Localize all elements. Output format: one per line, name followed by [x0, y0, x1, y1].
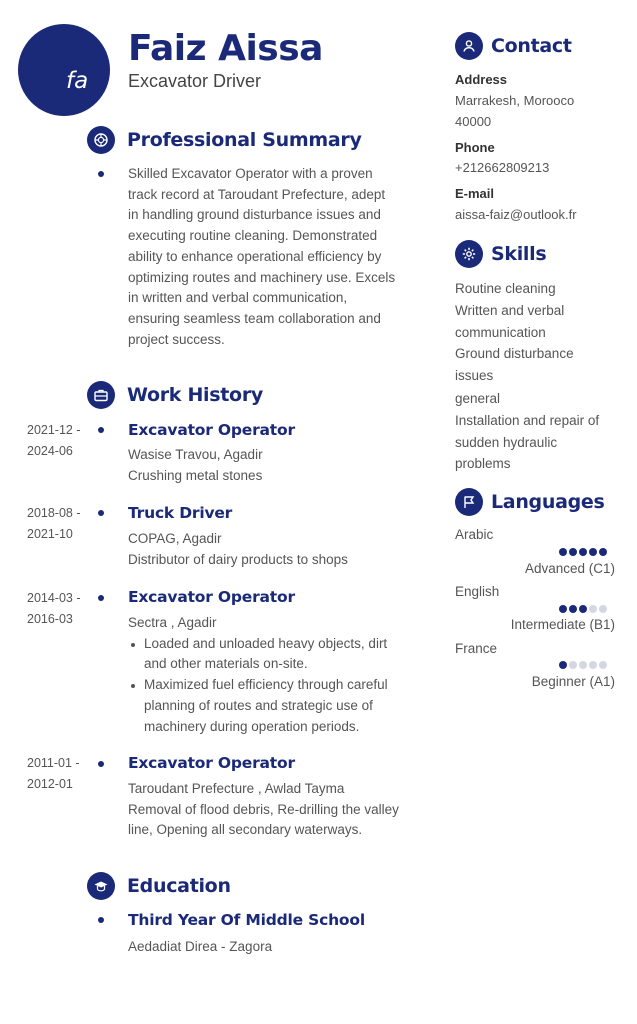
language-level: Advanced (C1)	[524, 561, 615, 576]
language-level: Intermediate (B1)	[510, 617, 615, 632]
candidate-name: Faiz Aissa	[128, 28, 323, 69]
job-date	[27, 753, 80, 795]
job-desc: Removal of flood debris, Re-drilling the valley	[128, 801, 399, 817]
job-end: 2016-03	[27, 612, 73, 626]
summary-line: in handling ground disturbance issues and	[128, 207, 381, 223]
language-rating	[559, 605, 607, 613]
job-title: Truck Driver	[128, 504, 233, 522]
contact-heading: Contact	[491, 35, 572, 57]
bullet	[98, 917, 104, 923]
graduation-cap-icon	[87, 872, 115, 900]
rating-dot	[589, 548, 597, 556]
bullet	[98, 171, 104, 177]
job-title: Excavator Driver	[128, 71, 262, 91]
job-bullets	[128, 634, 428, 738]
rating-dot	[559, 605, 567, 613]
rating-dot	[579, 605, 587, 613]
summary-line: in written and verbal communication,	[128, 290, 348, 306]
address-label: Address	[455, 72, 508, 87]
job-start: 2018-08 -	[27, 506, 81, 520]
job-desc: Distributor of dairy products to shops	[128, 551, 348, 567]
summary-text	[128, 164, 428, 350]
job-date	[27, 588, 81, 630]
education-section-header	[87, 872, 231, 900]
rating-dot	[569, 605, 577, 613]
job-date	[27, 420, 81, 462]
language-level: Beginner (A1)	[531, 674, 615, 689]
language-rating	[559, 548, 607, 556]
email-value[interactable]: aissa-faiz@outlook.fr	[455, 207, 577, 222]
job-details	[128, 445, 263, 486]
school: Aedadiat Direa - Zagora	[128, 939, 273, 954]
language-name: Arabic	[455, 527, 494, 542]
rating-dot	[579, 661, 587, 669]
job-company: Sectra , Agadir	[128, 615, 217, 630]
job-desc: line, Opening all secondary waterways.	[128, 822, 363, 838]
contact-section-header	[455, 32, 572, 60]
summary-section-header	[87, 126, 362, 154]
bullet	[98, 510, 104, 516]
work-heading: Work History	[127, 384, 263, 406]
job-title: Excavator Operator	[128, 588, 295, 606]
job-bullet: Maximized fuel efficiency through careful planning of routes and strategic use of machinery during operation periods.	[128, 675, 428, 737]
bullet	[98, 595, 104, 601]
flag-icon	[455, 488, 483, 516]
target-icon	[87, 126, 115, 154]
user-icon	[455, 32, 483, 60]
skill-item: Routine cleaning	[455, 281, 556, 296]
job-bullet: Loaded and unloaded heavy objects, dirt and other materials on-site.	[128, 634, 428, 675]
summary-line: optimizing routes and machinery use. Excels	[128, 269, 396, 285]
language-name: English	[455, 584, 500, 599]
rating-dot	[589, 605, 597, 613]
rating-dot	[589, 661, 597, 669]
summary-heading: Professional Summary	[127, 129, 362, 151]
language-name: France	[455, 641, 498, 656]
email-label: E-mail	[455, 186, 495, 201]
rating-dot	[559, 661, 567, 669]
skill-item: Written and verbal communication	[455, 303, 565, 340]
job-end: 2024-06	[27, 444, 73, 458]
summary-line: executing routine cleaning. Demonstrated	[128, 228, 378, 244]
job-company: COPAG, Agadir	[128, 531, 222, 546]
job-company: Taroudant Prefecture , Awlad Tayma	[128, 781, 345, 796]
initials: fa	[66, 68, 89, 94]
skill-item: Installation and repair of sudden hydraulic problems	[455, 413, 600, 471]
phone-label: Phone	[455, 140, 495, 155]
avatar	[18, 24, 110, 116]
phone-value: +212662809213	[455, 160, 550, 175]
language-rating	[559, 661, 607, 669]
rating-dot	[599, 661, 607, 669]
summary-line: track record at Taroudant Prefecture, adept	[128, 186, 386, 202]
job-start: 2014-03 -	[27, 591, 81, 605]
rating-dot	[559, 548, 567, 556]
skills-section-header	[455, 240, 546, 268]
job-desc: Crushing metal stones	[128, 467, 263, 483]
job-start: 2011-01 -	[27, 756, 80, 770]
job-title: Excavator Operator	[128, 754, 295, 772]
job-company: Wasise Travou, Agadir	[128, 447, 263, 462]
job-end: 2021-10	[27, 527, 73, 541]
job-details	[128, 529, 348, 570]
summary-line: ensuring seamless team collaboration and	[128, 310, 381, 326]
work-section-header	[87, 381, 263, 409]
rating-dot	[599, 605, 607, 613]
skill-item: Ground disturbance issues	[455, 346, 574, 383]
job-details	[128, 613, 428, 737]
summary-line: ability to enhance operational efficiency by	[128, 248, 382, 264]
job-start: 2021-12 -	[27, 423, 81, 437]
skills-heading: Skills	[491, 243, 547, 265]
address-value: Marrakesh, Morooco 40000	[455, 93, 575, 129]
job-title: Excavator Operator	[128, 421, 295, 439]
job-end: 2012-01	[27, 777, 73, 791]
bullet	[98, 761, 104, 767]
summary-line: Skilled Excavator Operator with a proven	[128, 166, 373, 181]
summary-line: project success.	[128, 331, 225, 347]
skill-item: general	[455, 391, 501, 406]
rating-dot	[599, 548, 607, 556]
languages-section-header	[455, 488, 605, 516]
bullet	[98, 427, 104, 433]
rating-dot	[569, 548, 577, 556]
rating-dot	[579, 548, 587, 556]
briefcase-icon	[87, 381, 115, 409]
rating-dot	[569, 661, 577, 669]
education-heading: Education	[127, 875, 231, 897]
gear-icon	[455, 240, 483, 268]
job-date	[27, 503, 81, 545]
job-details	[128, 779, 428, 841]
degree: Third Year Of Middle School	[128, 911, 365, 929]
languages-heading: Languages	[491, 491, 605, 513]
